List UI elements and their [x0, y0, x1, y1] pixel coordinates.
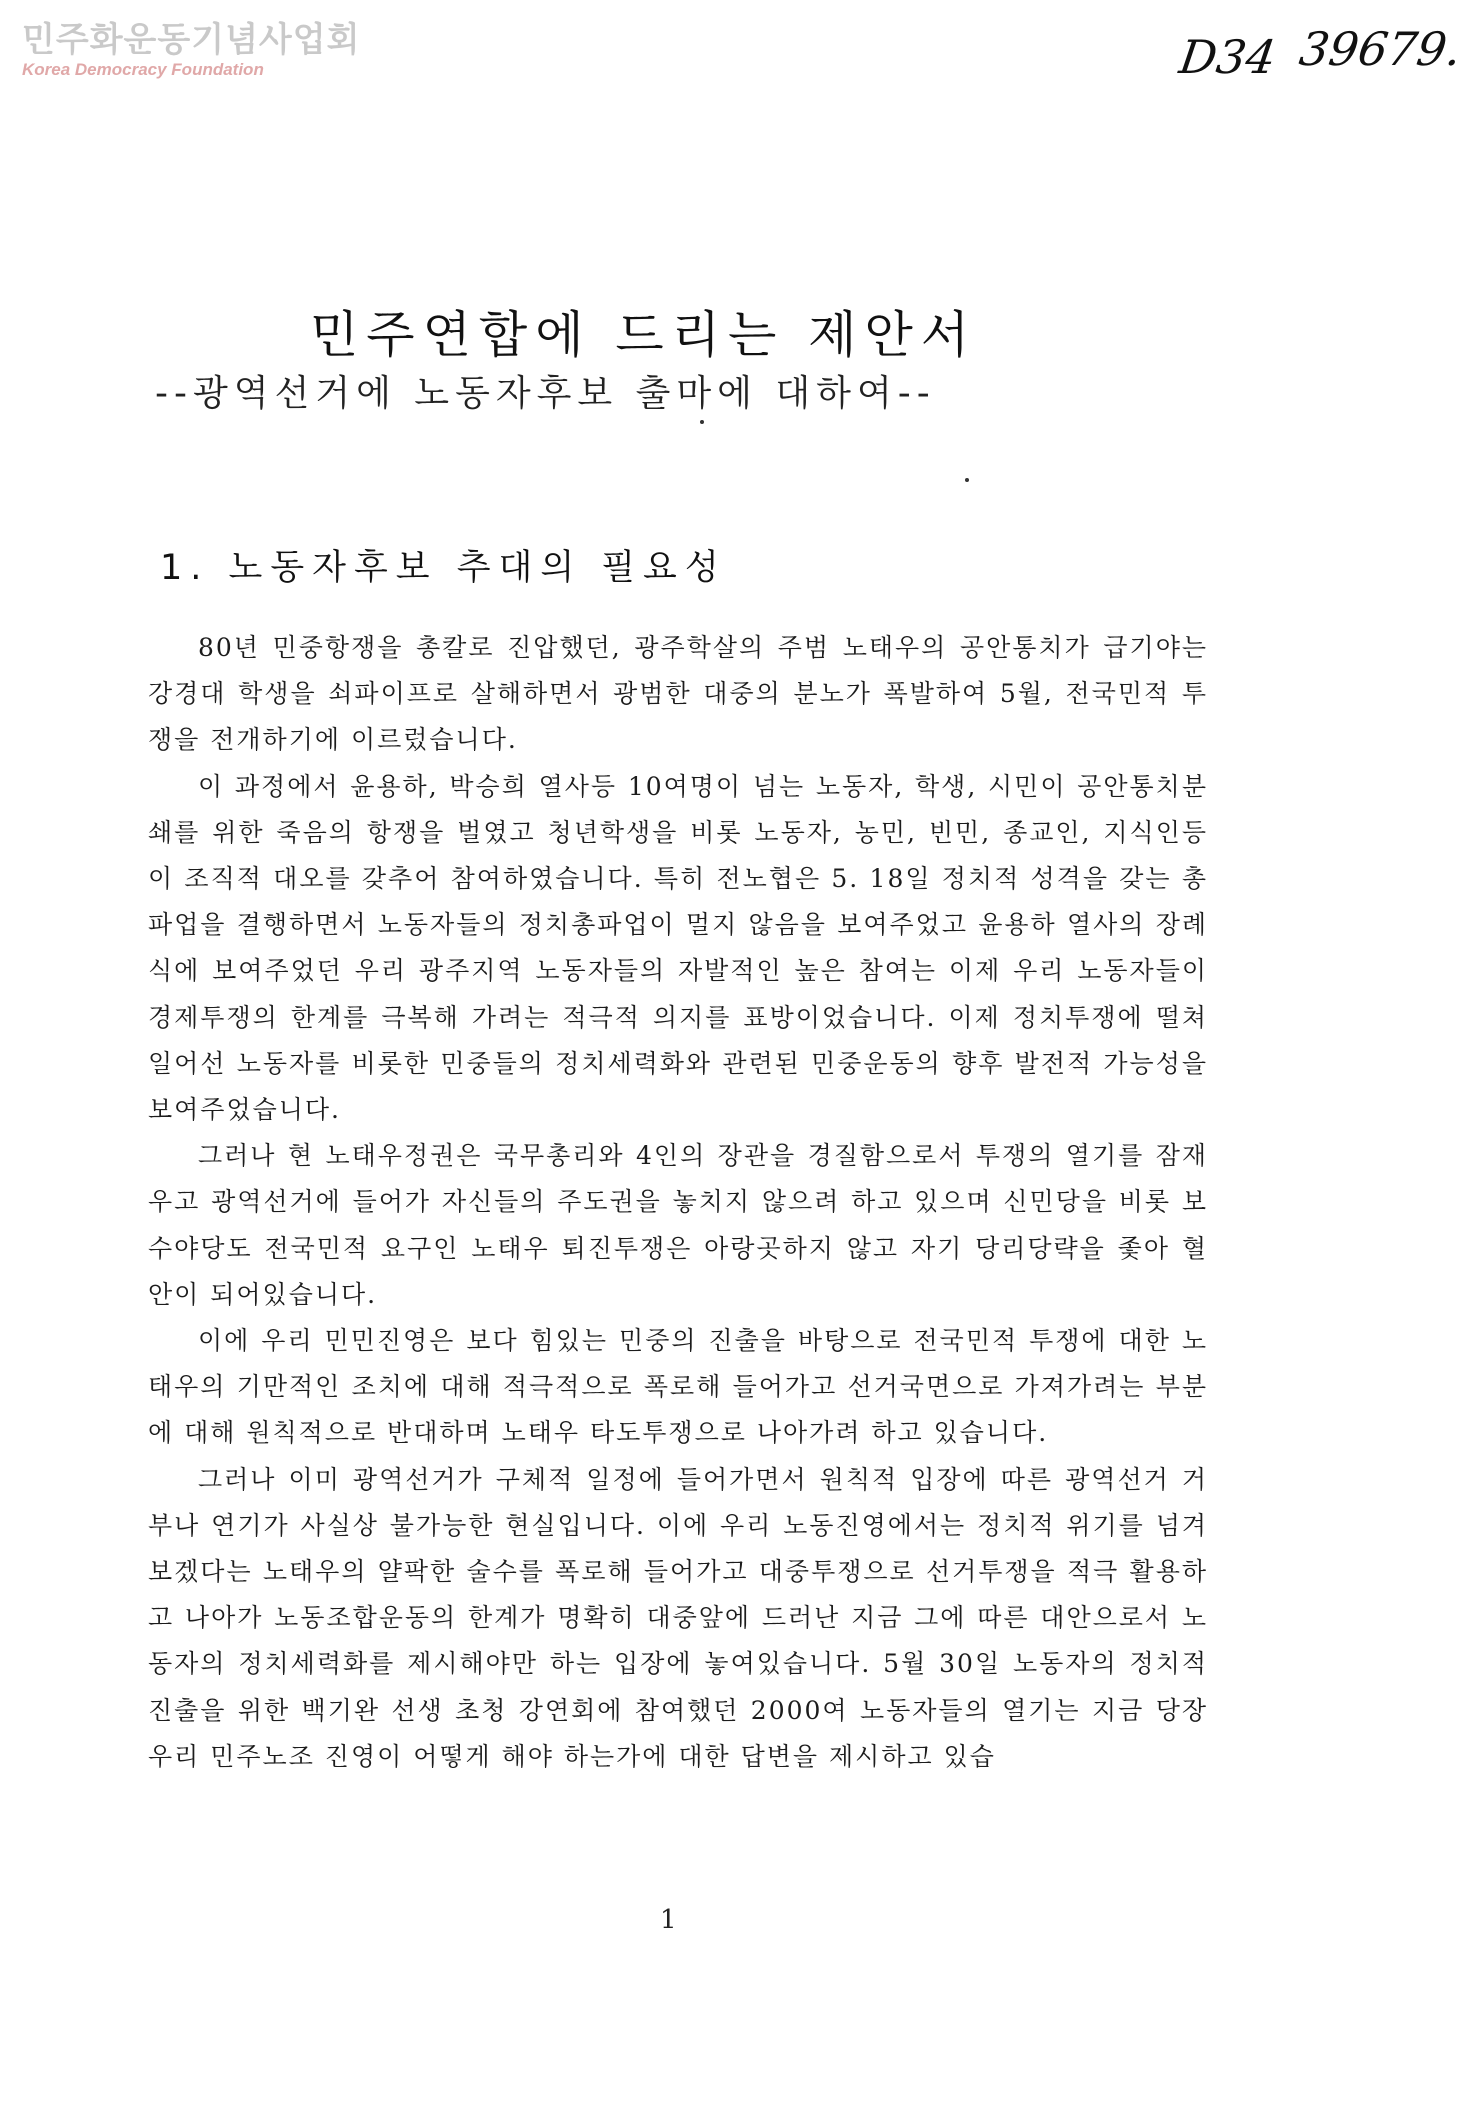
- foundation-watermark: [22, 22, 360, 80]
- scan-speck: [965, 478, 969, 482]
- section-heading: 1. 노동자후보 추대의 필요성: [160, 548, 727, 588]
- handwritten-code: D34: [1176, 30, 1280, 84]
- paragraph: 그러나 이미 광역선거가 구체적 일정에 들어가면서 원칙적 입장에 따른 광역선거 거부나 연기가 사실상 불가능한 현실입니다. 이에 우리 노동진영에서는 정치적 위기를 넘겨보겠다는 노태우의 얄팍한 술수를 폭로해 들어가고 대중투쟁으로 선거투쟁을 적극 활용하고 나아가 노동조합운동의 한계가 명확히 대중앞에 드러난 지금 그에 따른 대안으로서 노동자의 정치세력화를 제시해야만 하는 입장에 놓여있습니다. 5월 30일 노동자의 정치적 진출을 위한 백기완 선생 초청 강연회에 참여했던 2000여 노동자들의 열기는 지금 당장 우리 민주노조 진영이 어떻게 해야 하는가에 대한 답변을 제시하고 있습: [148, 1464, 1208, 1771]
- watermark-korean: 민주화운동기념사업회: [22, 20, 361, 60]
- paragraph: 이 과정에서 윤용하, 박승희 열사등 10여명이 넘는 노동자, 학생, 시민이 공안통치분쇄를 위한 죽음의 항쟁을 벌였고 청년학생을 비롯 노동자, 농민, 빈민, 종교인, 지식인등이 조직적 대오를 갖추어 참여하였습니다. 특히 전노협은 5. 18일 정치적 성격을 갖는 총파업을 결행하면서 노동자들의 정치총파업이 멀지 않음을 보여주었고 윤용하 열사의 장례식에 보여주었던 우리 광주지역 노동자들의 자발적인 높은 참여는 이제 우리 노동자들이 경제투쟁의 한계를 극복해 가려는 적극적 의지를 표방이었습니다. 이제 정치투쟁에 떨쳐 일어선 노동자를 비롯한 민중들의 정치세력화와 관련된 민중운동의 향후 발전적 가능성을 보여주었습니다.: [148, 771, 1208, 1125]
- document-title: 민주연합에 드리는 제안서: [310, 306, 978, 364]
- paragraph: 80년 민중항쟁을 총칼로 진압했던, 광주학살의 주범 노태우의 공안통치가 급기야는 강경대 학생을 쇠파이프로 살해하면서 광범한 대중의 분노가 폭발하여 5월, 전국민적 투쟁을 전개하기에 이르렀습니다.: [148, 633, 1208, 755]
- page-number: 1: [660, 1905, 677, 1935]
- watermark-english: Korea Democracy Foundation: [22, 60, 264, 80]
- paragraph: 이에 우리 민민진영은 보다 힘있는 민중의 진출을 바탕으로 전국민적 투쟁에 대한 노태우의 기만적인 조치에 대해 적극적으로 폭로해 들어가고 선거국면으로 가져가려는 부분에 대해 원칙적으로 반대하며 노태우 타도투쟁으로 나아가려 하고 있습니다.: [148, 1326, 1208, 1448]
- paragraph: 그러나 현 노태우정권은 국무총리와 4인의 장관을 경질함으로서 투쟁의 열기를 잠재우고 광역선거에 들어가 자신들의 주도권을 놓치지 않으려 하고 있으며 신민당을 비롯 보수야당도 전국민적 요구인 노태우 퇴진투쟁은 아랑곳하지 않고 자기 당리당략을 좇아 혈안이 되어있습니다.: [148, 1141, 1208, 1309]
- body-text: [148, 625, 1208, 1780]
- scan-speck: [700, 420, 704, 424]
- document-subtitle: --광역선거에 노동자후보 출마에 대하여--: [155, 373, 936, 414]
- handwritten-number: 39679.: [1296, 22, 1465, 76]
